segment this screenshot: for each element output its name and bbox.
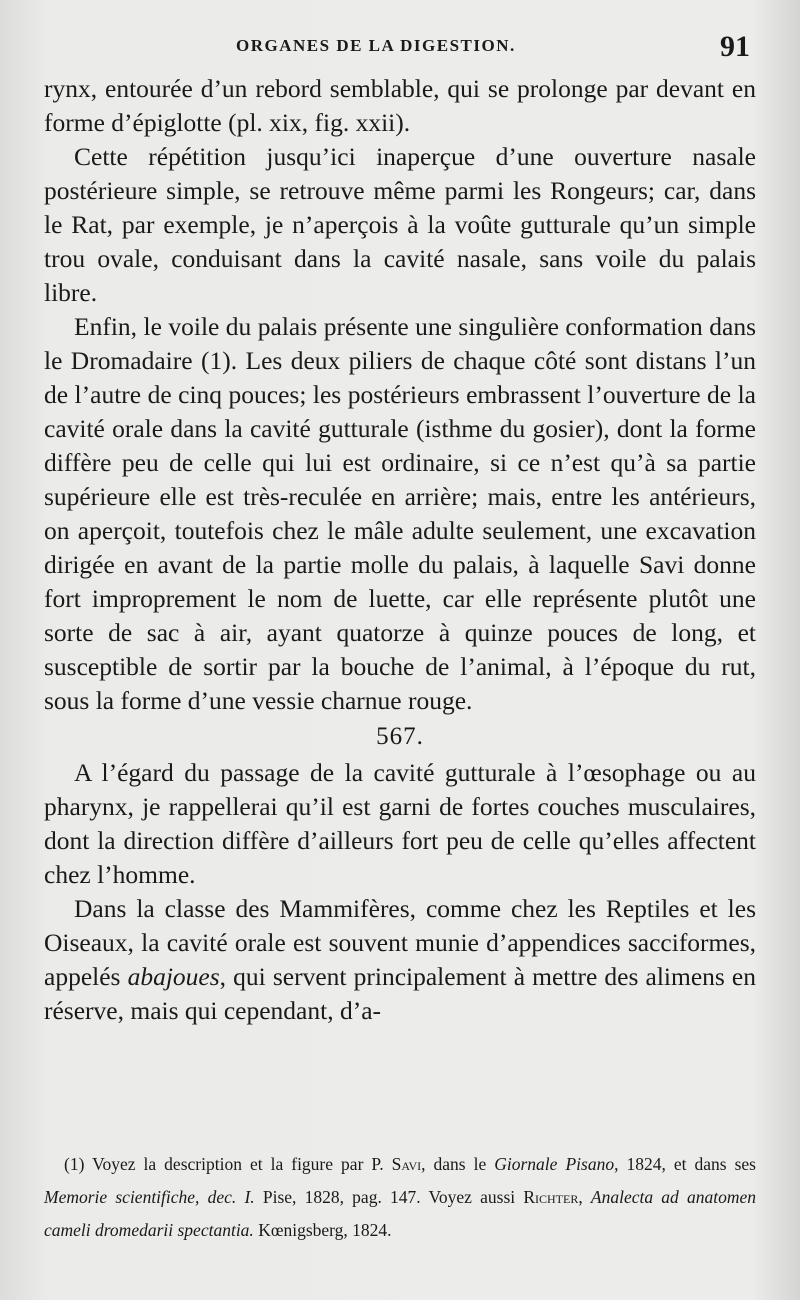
paragraph-dromadaire: Enfin, le voile du palais présente une singulière conformation dans le Dromadaire (1). Les deux piliers de chaque côté sont distans l’un de l’autre de cinq pouces; les postérieurs embrassent l’ouverture de la cavité orale dans la cavité gutturale (isthme du gosier), dont la forme diffère peu de celle qui lui est ordinaire, si ce n’est qu’à sa partie supérieure elle est très-reculée en arrière; mais, entre les antérieurs, on aperçoit, toutefois chez le mâle adulte seulement, une excavation dirigée en avant de la partie molle du palais, à laquelle Savi donne fort improprement le nom de luette, car elle représente plutôt une sorte de sac à air, ayant quatorze à quinze pouces de long, et susceptible de sortir par la bouche de l’animal, à l’époque du rut, sous la forme d’une vessie charnue rouge. — [44, 312, 756, 715]
page-number: 91 — [720, 30, 750, 63]
text-run: Voyez la description et la figure par P. — [84, 1154, 392, 1174]
footnote-marker: (1) — [64, 1154, 85, 1174]
author-name: Savi — [391, 1154, 422, 1174]
main-text — [44, 72, 756, 1028]
footnote — [44, 1148, 756, 1247]
journal-title: Memorie scientifiche, dec. I. — [44, 1187, 255, 1207]
text-run: Dans la classe des Mammifères, comme chez les Reptiles et les Oiseaux, la cavité orale est souvent munie d’appendices sacciformes, appelés — [44, 894, 756, 991]
text-run: , 1824, et dans ses — [614, 1154, 756, 1174]
author-name: Richter — [523, 1187, 579, 1207]
text-run: Kœnigsberg, 1824. — [253, 1220, 392, 1240]
paragraph-oesophage: A l’égard du passage de la cavité gutturale à l’œsophage ou au pharynx, je rappellerai qu’il est garni de fortes couches musculaires, dont la direction diffère d’ailleurs fort peu de celle qu’elles affectent chez l’homme. — [44, 758, 756, 889]
italic-term: abajoues — [127, 962, 220, 991]
text-run: , dans le — [421, 1154, 495, 1174]
paragraph-rongeurs: Cette répétition jusqu’ici inaperçue d’une ouverture nasale postérieure simple, se retrouve même parmi les Rongeurs; car, dans le Rat, par exemple, je n’aperçois à la voûte gutturale qu’un simple trou ovale, conduisant dans la cavité nasale, sans voile du palais libre. — [44, 142, 756, 307]
paragraph-continuation: rynx, entourée d’un rebord semblable, qui se prolonge par devant en forme d’épiglotte (pl. xix, fig. xxii). — [44, 74, 756, 137]
paragraph-abajoues — [44, 892, 756, 1028]
footnote-text — [44, 1148, 756, 1247]
text-run: , qui servent principalement à mettre des alimens en réserve, mais qui cependant, d’a- — [44, 962, 757, 1025]
text-run: , — [578, 1187, 591, 1207]
section-number: 567. — [376, 723, 424, 750]
running-head-title: ORGANES DE LA DIGESTION. — [236, 36, 516, 55]
journal-title: Giornale Pisano — [494, 1154, 615, 1174]
work-title: Analecta ad anatomen cameli dromedarii spectantia. — [44, 1187, 757, 1240]
text-run: Pise, 1828, pag. 147. Voyez aussi — [254, 1187, 524, 1207]
